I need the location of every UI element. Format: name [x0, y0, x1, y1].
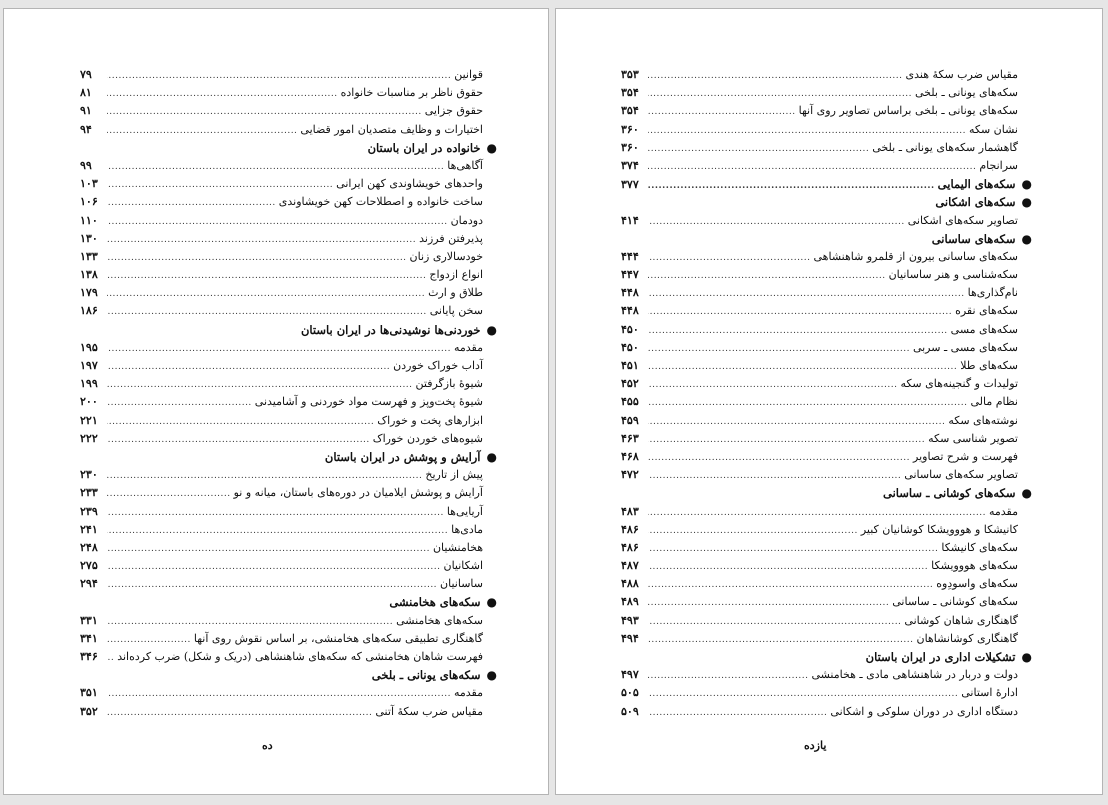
toc-title: قوانین — [454, 68, 483, 81]
toc-page-number: ۳۳۱ — [80, 613, 98, 627]
toc-title: پذیرفتن فرزند — [419, 231, 483, 245]
toc-entry — [80, 248, 483, 266]
toc-title: ساسانیان — [440, 577, 483, 591]
toc-title: هخامنشیان — [432, 540, 483, 554]
toc-title: مقدمه — [988, 504, 1018, 518]
dot-leader — [107, 103, 422, 121]
toc-title: آریایی‌ها — [446, 504, 483, 518]
toc-title: سرانجام — [979, 158, 1018, 172]
toc-page-number: ۴۵۲ — [621, 377, 639, 391]
toc-page-number: ۱۱۰ — [80, 213, 98, 227]
toc-page-number: ۲۰۰ — [80, 395, 98, 409]
dot-leader — [107, 249, 407, 267]
toc-title: شیوه‌های خوردن خوراک — [372, 431, 483, 445]
toc-title: سکه‌های مسی ـ سربی — [912, 340, 1018, 354]
toc-entry — [621, 630, 1018, 648]
toc-title: سکه‌های نقره — [955, 304, 1018, 318]
dot-leader — [107, 685, 451, 703]
toc-page-number: ۲۲۱ — [80, 413, 98, 427]
toc-title: سخن پایانی — [429, 304, 483, 318]
dot-leader — [107, 213, 448, 231]
toc-page-number: ۴۸۳ — [621, 504, 639, 518]
toc-section-heading — [621, 193, 1032, 211]
dot-leader — [648, 449, 910, 467]
toc-section-heading — [621, 175, 1032, 193]
toc-entry — [80, 684, 483, 702]
toc-title: گاهنگاری شاهان کوشانی — [904, 613, 1018, 627]
toc-entry — [621, 102, 1018, 120]
toc-title: حقوق ناظر بر مناسبات خانواده — [340, 86, 483, 100]
toc-entry — [80, 357, 483, 375]
toc-entry — [80, 648, 483, 666]
dot-leader — [107, 485, 231, 503]
toc-entry — [621, 466, 1018, 484]
toc-page-number: ۴۸۹ — [621, 595, 639, 609]
dot-leader — [648, 322, 948, 340]
toc-title: سکه‌های هخامنشی — [396, 613, 483, 627]
dot-leader — [648, 576, 933, 594]
toc-title: آرایش و پوشش ایلامیان در دوره‌های باستان، میانه و نو — [233, 486, 483, 500]
toc-page-number: ۳۴۶ — [80, 650, 98, 663]
toc-entry — [621, 703, 1018, 721]
dot-leader — [107, 267, 426, 285]
dot-leader — [107, 522, 448, 540]
toc-title: سکه‌های واسودِوه — [936, 577, 1018, 591]
left-page — [3, 8, 549, 795]
toc-page-number: ۳۶۰ — [621, 140, 639, 154]
toc-title: واحدهای خویشاوندی کهن ایرانی — [336, 177, 483, 191]
toc-title: گاهنگاری کوشانشاهان — [916, 631, 1018, 645]
toc-entry — [80, 393, 483, 411]
toc-page-number: ۱۰۶ — [80, 195, 98, 209]
toc-page-number: ۹۴ — [80, 122, 92, 136]
dot-leader — [648, 213, 905, 231]
toc-entry — [80, 302, 483, 320]
toc-page-number: ۴۵۰ — [621, 340, 639, 354]
toc-page-number: ۸۱ — [80, 86, 92, 100]
dot-leader — [107, 576, 437, 594]
dot-leader — [648, 358, 957, 376]
toc-title: تصویر شناسی سکه — [928, 431, 1018, 445]
dot-leader — [107, 704, 372, 722]
toc-entry — [621, 521, 1018, 539]
dot-leader — [107, 540, 430, 558]
toc-entry — [80, 375, 483, 393]
dot-leader — [107, 67, 451, 85]
toc-entry — [80, 339, 483, 357]
toc-entry — [621, 284, 1018, 302]
toc-title: سکه‌های مسی — [950, 322, 1018, 336]
toc-page-number: ۱۹۷ — [80, 359, 98, 372]
toc-entry — [80, 466, 483, 484]
toc-title: مقدمه — [453, 340, 483, 354]
toc-page-number: ۹۱ — [80, 104, 92, 118]
dot-leader — [648, 158, 976, 176]
dot-leader — [648, 85, 912, 103]
toc-entry — [621, 321, 1018, 339]
toc-page-number: ۴۷۲ — [621, 468, 639, 482]
toc-entry — [80, 430, 483, 448]
bullet-icon: ● — [486, 140, 497, 155]
toc-title: طلاق و ارث — [428, 286, 483, 300]
toc-page-number: ۳۶۰ — [621, 122, 639, 136]
toc-section-heading — [621, 648, 1032, 666]
dot-leader — [648, 467, 901, 485]
bullet-icon: ● — [486, 668, 497, 683]
toc-page-number: ۴۹۳ — [621, 613, 639, 627]
bullet-icon: ● — [1021, 177, 1032, 192]
dot-leader — [107, 85, 338, 103]
dot-leader — [648, 704, 827, 722]
toc-title: سکه‌های یونانی ـ بلخی براساس تصاویر روی آنها — [798, 104, 1018, 118]
toc-entry — [621, 266, 1018, 284]
bullet-icon: ● — [486, 449, 497, 464]
toc-title: سکه‌های یونانی ـ بلخی — [371, 668, 481, 683]
toc-page-number: ۴۶۸ — [621, 449, 639, 463]
toc-entry — [621, 684, 1018, 702]
toc-entry — [80, 412, 483, 430]
toc-entry — [621, 157, 1018, 175]
toc-entry — [621, 66, 1018, 84]
toc-page-number: ۴۵۹ — [621, 413, 639, 427]
toc-entry — [621, 503, 1018, 521]
toc-title: تولیدات و گنجینه‌های سکه — [900, 377, 1018, 391]
toc-entry — [621, 302, 1018, 320]
toc-page-number: ۲۴۸ — [80, 540, 98, 554]
page-folio-right: یازده — [804, 739, 827, 752]
dot-leader — [107, 231, 416, 249]
toc-title: اختیارات و وظایف متصدیان امور قضایی — [300, 122, 483, 136]
dot-leader — [648, 394, 967, 412]
toc-page-number: ۱۰۳ — [80, 177, 98, 191]
toc-entry — [621, 448, 1018, 466]
toc-page-number: ۲۴۱ — [80, 522, 98, 536]
toc-page-number: ۲۳۹ — [80, 504, 98, 518]
toc-title: سکه‌های کانیشکا — [941, 540, 1018, 554]
toc-title: انواع ازدواج — [429, 268, 483, 282]
toc-page-number: ۷۹ — [80, 68, 92, 81]
toc-page-number: ۴۵۰ — [621, 322, 639, 336]
toc-entry — [80, 175, 483, 193]
dot-leader — [648, 413, 945, 431]
toc-title: ابزارهای پخت و خوراک — [377, 413, 483, 427]
dot-leader — [648, 249, 811, 267]
toc-title: سکه‌های کوشانی ـ ساسانی — [892, 595, 1018, 609]
dot-leader — [648, 558, 928, 576]
dot-leader — [648, 340, 910, 358]
toc-section-heading — [80, 593, 497, 611]
toc-title: فهرست شاهان هخامنشی که سکه‌های شاهنشاهی (دریک و شکل) ضرب کرده‌اند — [117, 650, 483, 663]
toc-title: سکه‌های هووویشکا — [931, 559, 1018, 573]
toc-entry — [621, 248, 1018, 266]
toc-page-number: ۵۰۵ — [621, 686, 639, 700]
dot-leader — [648, 285, 965, 303]
toc-page-number: ۲۹۴ — [80, 577, 98, 591]
toc-page-number: ۴۹۴ — [621, 631, 639, 645]
toc-title: دولت و دربار در شاهنشاهی مادی ـ هخامنشی — [811, 668, 1018, 682]
toc-entry — [621, 430, 1018, 448]
dot-leader — [648, 122, 966, 140]
toc-page-number: ۴۴۸ — [621, 304, 639, 318]
toc-title: نام‌گذاری‌ها — [967, 286, 1018, 300]
toc-title: خوردنی‌ها نوشیدنی‌ها در ایران باستان — [300, 322, 481, 337]
right-page — [555, 8, 1103, 795]
toc-page-number: ۳۷۴ — [621, 158, 639, 172]
toc-section-heading — [80, 321, 497, 339]
toc-page-number: ۱۳۰ — [80, 231, 98, 245]
toc-title: مقیاس ضرب سکهٔ هندی — [905, 68, 1018, 81]
toc-page-number: ۴۸۸ — [621, 577, 639, 591]
toc-section-heading — [80, 448, 497, 466]
toc-entry — [80, 266, 483, 284]
toc-entry — [80, 575, 483, 593]
toc-entry — [621, 375, 1018, 393]
toc-page-number: ۱۹۹ — [80, 377, 98, 391]
toc-page-number: ۳۵۴ — [621, 104, 639, 118]
dot-leader — [648, 594, 889, 612]
dot-leader — [107, 285, 425, 303]
toc-title: حقوق جزایی — [424, 104, 483, 118]
toc-right — [621, 66, 1032, 721]
toc-title: سکه‌شناسی و هنر ساسانیان — [888, 268, 1018, 282]
toc-title: ادارهٔ استانی — [961, 686, 1018, 700]
toc-page-number: ۳۵۲ — [80, 704, 98, 718]
toc-page-number: ۴۵۱ — [621, 359, 639, 372]
dot-leader — [648, 267, 886, 285]
dot-leader — [107, 394, 252, 412]
toc-entry — [621, 666, 1018, 684]
toc-section-heading — [621, 230, 1032, 248]
toc-entry — [80, 503, 483, 521]
dot-leader — [648, 667, 808, 685]
toc-page-number: ۴۱۴ — [621, 213, 639, 227]
dot-leader — [107, 649, 114, 667]
toc-title: نشان سکه — [969, 122, 1018, 136]
toc-entry — [621, 539, 1018, 557]
toc-title: سکه‌های ساسانی — [931, 231, 1016, 246]
toc-entry — [80, 630, 483, 648]
toc-title: اشکانیان — [443, 559, 483, 573]
toc-title: دودمان — [450, 213, 483, 227]
toc-title: سکه‌های هخامنشی — [389, 595, 481, 610]
dot-leader — [107, 358, 390, 376]
dot-leader — [107, 158, 444, 176]
bullet-icon: ● — [486, 322, 497, 337]
dot-leader — [107, 340, 451, 358]
bullet-icon: ● — [486, 595, 497, 610]
dot-leader — [648, 303, 952, 321]
toc-entry — [621, 612, 1018, 630]
dot-leader — [648, 177, 935, 195]
toc-page-number: ۴۶۳ — [621, 431, 639, 445]
bullet-icon: ● — [1021, 650, 1032, 664]
toc-page-number: ۱۷۹ — [80, 286, 98, 300]
toc-entry — [80, 230, 483, 248]
toc-title: آگاهی‌ها — [447, 158, 483, 172]
toc-entry — [80, 284, 483, 302]
toc-title: خودسالاری زنان — [409, 249, 483, 263]
toc-page-number: ۲۳۳ — [80, 486, 98, 500]
toc-page-number: ۲۳۰ — [80, 468, 98, 482]
toc-entry — [621, 575, 1018, 593]
toc-title: آداب خوراک خوردن — [393, 359, 483, 372]
dot-leader — [107, 376, 413, 394]
bullet-icon: ● — [1021, 231, 1032, 246]
dot-leader — [648, 103, 796, 121]
toc-page-number: ۳۵۳ — [621, 68, 639, 81]
dot-leader — [107, 194, 276, 212]
dot-leader — [107, 467, 422, 485]
toc-entry — [80, 539, 483, 557]
dot-leader — [648, 540, 938, 558]
toc-entry — [621, 339, 1018, 357]
dot-leader — [648, 522, 858, 540]
dot-leader — [107, 504, 444, 522]
toc-page-number: ۱۳۳ — [80, 249, 98, 263]
toc-section-heading — [80, 666, 497, 684]
toc-page-number: ۱۳۸ — [80, 268, 98, 282]
dot-leader — [648, 67, 902, 85]
toc-left — [80, 66, 497, 721]
toc-entry — [80, 121, 483, 139]
toc-page-number: ۳۴۱ — [80, 631, 98, 645]
dot-leader — [648, 376, 897, 394]
dot-leader — [648, 504, 986, 522]
toc-section-heading — [621, 484, 1032, 502]
toc-page-number: ۳۵۱ — [80, 686, 98, 700]
toc-title: ساخت خانواده و اصطلاحات کهن خویشاوندی — [278, 195, 483, 209]
toc-title: تشکیلات اداری در ایران باستان — [865, 650, 1016, 664]
toc-page-number: ۴۸۷ — [621, 559, 639, 573]
toc-entry — [80, 84, 483, 102]
toc-entry — [621, 84, 1018, 102]
toc-entry — [80, 212, 483, 230]
toc-entry — [621, 139, 1018, 157]
toc-page-number: ۴۵۵ — [621, 395, 639, 409]
dot-leader — [107, 413, 374, 431]
toc-title: سکه‌های طلا — [960, 359, 1018, 372]
dot-leader — [107, 631, 191, 649]
dot-leader — [648, 431, 925, 449]
toc-title: تصاویر سکه‌های ساسانی — [904, 468, 1018, 482]
toc-title: سکه‌های الیمایی — [937, 177, 1016, 192]
toc-page-number: ۱۹۵ — [80, 340, 98, 354]
toc-entry — [80, 157, 483, 175]
toc-entry — [80, 484, 483, 502]
toc-title: گاهشمار سکه‌های یونانی ـ بلخی — [872, 140, 1018, 154]
toc-page-number: ۴۸۶ — [621, 540, 639, 554]
toc-entry — [80, 102, 483, 120]
toc-page-number: ۴۸۶ — [621, 522, 639, 536]
toc-page-number: ۹۹ — [80, 158, 92, 172]
toc-title: شیوهٔ پخت‌وپز و فهرست مواد خوردنی و آشامیدنی — [254, 395, 483, 409]
toc-entry — [80, 612, 483, 630]
toc-title: آرایش و پوشش در ایران باستان — [324, 449, 481, 464]
toc-page-number: ۱۸۶ — [80, 304, 98, 318]
toc-title: دستگاه اداری در دوران سلوکی و اشکانی — [830, 704, 1018, 718]
toc-page-number: ۳۵۴ — [621, 86, 639, 100]
toc-title: خانواده در ایران باستان — [367, 140, 481, 155]
toc-entry — [621, 357, 1018, 375]
toc-entry — [621, 412, 1018, 430]
dot-leader — [107, 431, 370, 449]
toc-page-number: ۲۲۲ — [80, 431, 98, 445]
toc-title: مقدمه — [453, 686, 483, 700]
toc-title: سکه‌های اشکانی — [935, 195, 1016, 210]
toc-page-number: ۳۷۷ — [621, 178, 639, 192]
toc-title: پیش از تاریخ — [425, 468, 483, 482]
dot-leader — [648, 613, 901, 631]
dot-leader — [648, 685, 958, 703]
toc-entry — [80, 521, 483, 539]
dot-leader — [648, 631, 914, 649]
dot-leader — [107, 558, 440, 576]
toc-entry — [80, 193, 483, 211]
toc-title: مقیاس ضرب سکهٔ آتنی — [375, 704, 483, 718]
toc-page-number: ۴۴۷ — [621, 268, 639, 282]
toc-title: سکه‌های یونانی ـ بلخی — [914, 86, 1018, 100]
toc-entry — [621, 393, 1018, 411]
dot-leader — [107, 303, 427, 321]
toc-page-number: ۵۰۹ — [621, 704, 639, 718]
toc-title: شیوهٔ بازگرفتن — [415, 377, 483, 391]
toc-entry — [621, 212, 1018, 230]
toc-page-number: ۴۴۴ — [621, 249, 639, 263]
toc-page-number: ۴۹۷ — [621, 668, 639, 682]
dot-leader — [648, 140, 869, 158]
toc-entry — [621, 593, 1018, 611]
toc-title: سکه‌های ساسانی بیرون از قلمرو شاهنشاهی — [813, 249, 1018, 263]
toc-title: کانیشکا و هووویشکا کوشانیان کبیر — [860, 522, 1018, 536]
toc-title: نوشته‌های سکه — [948, 413, 1018, 427]
page-folio-left: ده — [262, 739, 273, 752]
toc-title: مادی‌ها — [451, 522, 483, 536]
toc-entry — [80, 703, 483, 721]
toc-entry — [621, 557, 1018, 575]
toc-title: سکه‌های کوشانی ـ ساسانی — [883, 486, 1016, 501]
toc-page-number: ۲۷۵ — [80, 559, 98, 573]
bullet-icon: ● — [1021, 195, 1032, 210]
dot-leader — [107, 176, 333, 194]
toc-page-number: ۴۴۸ — [621, 286, 639, 300]
toc-title: فهرست و شرح تصاویر — [913, 449, 1018, 463]
toc-section-heading — [80, 139, 497, 157]
bullet-icon: ● — [1021, 486, 1032, 501]
toc-title: تصاویر سکه‌های اشکانی — [907, 213, 1018, 227]
toc-entry — [80, 557, 483, 575]
toc-entry — [621, 121, 1018, 139]
dot-leader — [107, 613, 393, 631]
toc-entry — [80, 66, 483, 84]
dot-leader — [107, 122, 297, 140]
toc-title: گاهنگاری تطبیقی سکه‌های هخامنشی، بر اساس نقوش روی آنها — [193, 631, 483, 645]
toc-title: نظام مالی — [970, 395, 1018, 409]
